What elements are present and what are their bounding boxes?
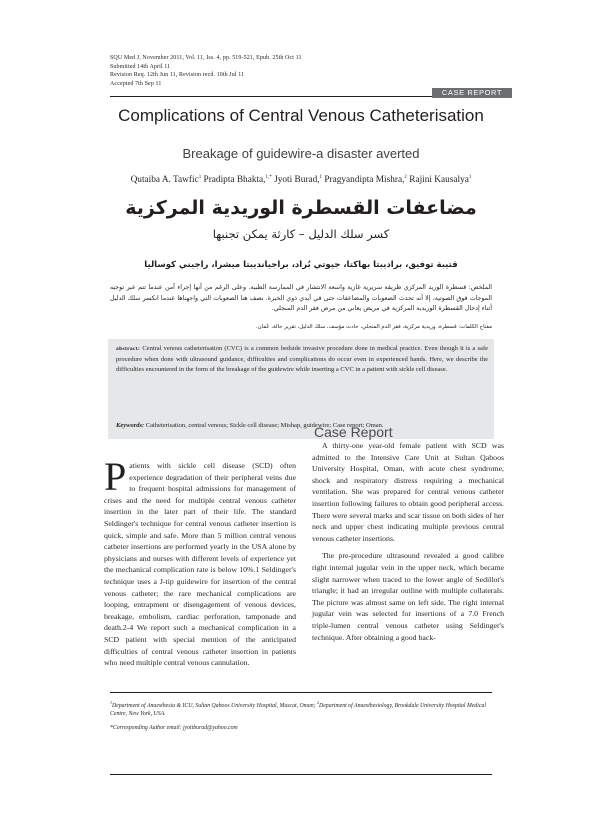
author-name: Pradipta Bhakta, <box>201 175 266 186</box>
case-report-column <box>312 440 504 643</box>
keywords <box>116 421 488 430</box>
footnotes <box>110 699 490 732</box>
corresponding-author: *Corresponding Author email: jyotiburad@yahoo.com <box>110 724 238 731</box>
affiliation-1: Department of Anaesthesia & ICU, Sultan Qaboos University Hospital, Muscat, Oman; <box>112 702 318 709</box>
abstract <box>116 344 488 374</box>
article-subtitle: Breakage of guidewire-a disaster averted <box>182 146 420 161</box>
abstract-label: abstract: <box>116 346 141 352</box>
arabic-abstract: الملخص: قسطرة الوريد المركزي طريقة سريرية غازية واسعة الانتشار في الممارسة الطبية. وعلى الرغم من أنها إجراء آمن عندما تتم عبر توجيه الموجات فوق الصوتية، إلا أنه تحدث الصعوبات والمضاعفات حتى في أيدي ذوي الخبرة. نصف هنا الصعوبات التي واجهناها عندما انكسر سلك الدليل أثناء إدخال القسطرة الوريدية المركزية في مريض يعاني من مرض فقر الدم المنجلي. <box>110 284 492 312</box>
author-list <box>110 172 492 186</box>
affiliation-mark: 1 <box>319 175 323 180</box>
intro-column <box>104 454 296 669</box>
drop-cap: P <box>104 454 127 499</box>
arabic-keywords: مفتاح الكلمات: قسطرة، وريدية مركزية، فقر الدم المنجلي، حادث مؤسف، سلك الدليل، تقرير حالة، عُمان. <box>255 324 492 330</box>
intro-text: atients with sickle cell disease (SCD) often experience degradation of their peripheral veins due to frequent hospital admissions for management of crises and the need for multiple central venous catheter insertion in the later part of their life. The standard Seldinger's technique for central venous catheter insertion is quick, simple and safe. More than 5 million central venous catheter insertions are performed yearly in the USA alone by physicians and nurses with different levels of experience yet the mechanical complication rate is below 10%.1 Seldinger's technique uses a J-tip guidewire for insertion of the central venous catheter; the rare mechanical complications are looping, entrapment or disengagement of venous devices, breakage, embolism, cardiac perforation, tamponade and death.2-4 We report such a mechanical complication in a SCD patient with special mention of the anticipated difficulties of central venous catheter insertion in patients who need multiple central venous cannulation. <box>104 461 296 668</box>
author-name: Qutaiba A. Tawfic <box>130 175 199 186</box>
affiliation-2: Department of Anaesthesiology, Brookdale University Hospital Medical Centre, New York, USA. <box>110 702 486 717</box>
affiliation-mark: 1 <box>468 175 472 180</box>
author-name: Rajini Kausalya <box>406 175 469 186</box>
paragraph: The pre-procedure ultrasound revealed a good calibre right internal jugular vein in the upper neck, which became slight narrower when traced to the lower angle of Sedillot's triangle; it had an irregular outline with multiple collaterals. The picture was almost same on left side. The right internal jugular vein was selected for insertions of a 7.0 French triple-lumen central venous catheter using Seldinger's technique. After obtaining a good back- <box>312 551 504 642</box>
affiliation-mark: 1 <box>198 175 202 180</box>
revision-line: Revision Req. 12th Jun 11, Revision recd. 10th Jul 11 <box>110 72 245 78</box>
section-heading-case-report: Case Report <box>314 424 393 440</box>
footer-rule <box>110 774 492 775</box>
arabic-subtitle: كسر سلك الدليل – كارثة يمكن تجنبها <box>212 227 390 241</box>
affiliation-mark: 2 <box>404 175 407 180</box>
affiliation-mark: 1,* <box>265 175 272 180</box>
accepted-line: Accepted 7th Sep 11 <box>110 80 162 87</box>
affiliations <box>110 699 490 718</box>
abstract-text: Central venous catheterisation (CVC) is a common bedside invasive procedure done in medical practice. Even though it is a safe procedure when done with ultrasound guidance, difficulties and complications do occur even in experienced hands. Here, we describe the difficulties encountered in the form of the breakage of the guidewire while inserting a CVC in a patient with sickle cell disease. <box>116 345 488 373</box>
citation-line: SQU Med J, November 2011, Vol. 11, Iss. 4, pp. 519-521, Epub. 25th Oct 11 <box>110 55 302 61</box>
article-title: Complications of Central Venous Catheterisation <box>118 106 484 125</box>
keywords-label: Keywords: <box>116 422 145 429</box>
author-name: Jyoti Burad, <box>271 175 320 186</box>
keywords-text: Catheterisation, central venous; Sickle cell disease; Mishap, guidewire; Case report; Oman. <box>144 422 384 429</box>
case-report-tag: CASE REPORT <box>432 88 512 98</box>
affiliation-mark: 1 <box>110 700 112 705</box>
author-name: Pragyandipta Mishra, <box>322 175 405 186</box>
paragraph: A thirty-one year-old female patient with SCD was admitted to the Intensive Care Unit at Sultan Qaboos University Hospital, Oman, with acute chest syndrome, shock and respiratory distress requiring a mechanical ventilation. She was prepared for central venous catheter insertion following failures to obtain good peripheral access. There were several marks and scar tissue on both sides of her neck and upper chest indicating multiple previous central venous catheter insertions. <box>312 441 504 543</box>
affiliation-mark: 2 <box>317 700 320 705</box>
submitted-line: Submitted 14th April 11 <box>110 63 171 70</box>
journal-meta <box>110 54 410 88</box>
arabic-title: مضاعفات القسطرة الوريدية المركزية <box>125 197 477 219</box>
footnote-rule <box>110 692 492 693</box>
arabic-authors: قتيبة توفيق، براديبتا بهاكتا، جيوتي بُراد، براجيانديبتا ميشرا، راجيني كوساليا <box>144 260 458 270</box>
